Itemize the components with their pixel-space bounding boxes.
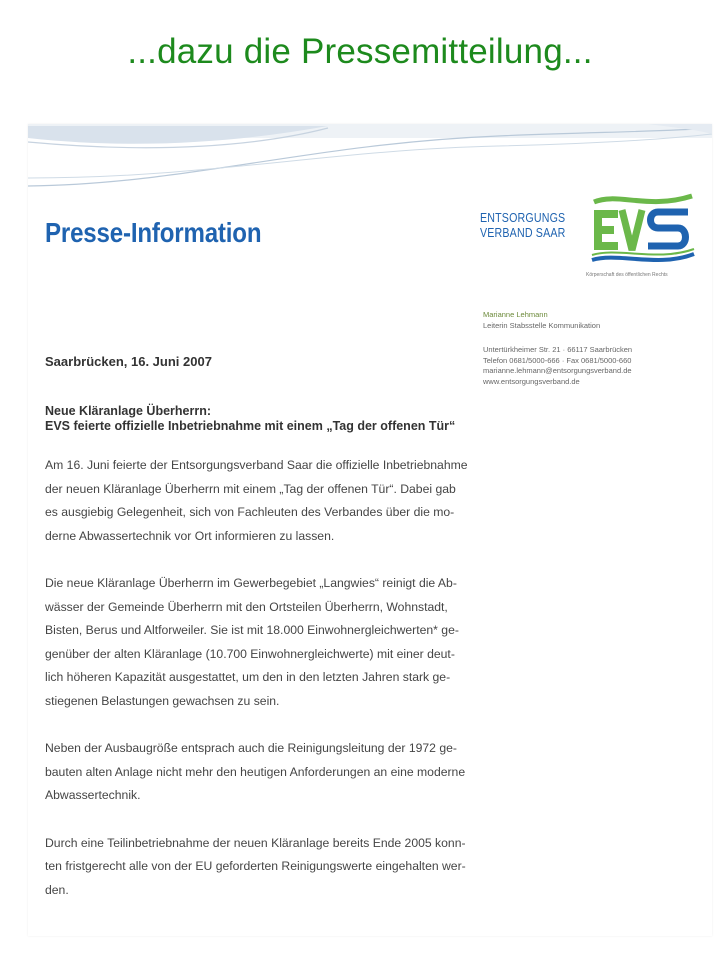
organization-name xyxy=(480,210,566,240)
release-headline xyxy=(45,404,685,434)
text-line: Bisten, Berus und Altforweiler. Sie ist mit 18.000 Einwohnergleichwerten* ge- xyxy=(45,623,459,638)
text-line: Abwassertechnik. xyxy=(45,788,141,803)
organization-line-2: VERBAND SAAR xyxy=(480,225,566,240)
text-line: Durch eine Teilinbetriebnahme der neuen Kläranlage bereits Ende 2005 konn- xyxy=(45,835,466,850)
slide-title: ...dazu die Pressemitteilung... xyxy=(127,32,593,71)
contact-block xyxy=(483,310,708,387)
text-line: den. xyxy=(45,882,69,897)
release-body xyxy=(45,454,565,926)
text-line: der neuen Kläranlage Überherrn mit einem „Tag der offenen Tür“. Dabei gab xyxy=(45,481,456,496)
text-line: ten fristgerecht alle von der EU geforderten Reinigungswerte eingehalten wer- xyxy=(45,859,466,874)
contact-name: Marianne Lehmann xyxy=(483,310,548,319)
contact-role: Leiterin Stabsstelle Kommunikation xyxy=(483,320,601,330)
date-line: Saarbrücken, 16. Juni 2007 xyxy=(45,354,212,369)
paragraph-4 xyxy=(45,832,565,903)
text-line: Neben der Ausbaugröße entsprach auch die Reinigungsleitung der 1972 ge- xyxy=(45,741,457,756)
logo-subtitle: Körperschaft des öffentlichen Rechts xyxy=(586,272,668,278)
contact-phone: Telefon 0681/5000-666 · Fax 0681/5000-660 xyxy=(483,355,632,365)
text-line: es ausgiebig Gelegenheit, sich von Fachleuten des Verbandes über die mo- xyxy=(45,505,455,520)
text-line: Am 16. Juni feierte der Entsorgungsverband Saar die offizielle Inbetriebnahme xyxy=(45,458,468,472)
text-line: wässer der Gemeinde Überherrn mit den Ortsteilen Überherrn, Wohnstadt, xyxy=(45,599,448,614)
headline-line-1: Neue Kläranlage Überherrn: xyxy=(45,404,212,418)
text-line: bauten alten Anlage nicht mehr den heutigen Anforderungen an eine moderne xyxy=(45,764,466,779)
document-heading: Presse-Information xyxy=(45,217,262,248)
text-line: lich höheren Kapazität ausgestattet, um den in den letzten Jahren stark ge- xyxy=(45,670,451,685)
paragraph-3 xyxy=(45,737,565,808)
evs-logo-letters: EVS xyxy=(588,192,591,193)
evs-logo xyxy=(588,192,698,272)
headline-line-2: EVS feierte offizielle Inbetriebnahme mit einem „Tag der offenen Tür“ xyxy=(45,419,456,433)
text-line: genüber der alten Kläranlage (10.700 Einwohnergleichwerte) mit einer deut- xyxy=(45,646,455,661)
paragraph-2 xyxy=(45,572,565,714)
paragraph-1 xyxy=(45,454,565,548)
header-wave-decoration xyxy=(28,124,712,194)
organization-line-1: ENTSORGUNGS xyxy=(480,210,566,225)
text-line: Die neue Kläranlage Überherrn im Gewerbegebiet „Langwies“ reinigt die Ab- xyxy=(45,575,457,590)
press-release-document xyxy=(28,124,712,936)
contact-email[interactable]: marianne.lehmann@entsorgungsverband.de xyxy=(483,366,632,375)
text-line: stiegenen Belastungen gewachsen zu sein. xyxy=(45,693,280,708)
contact-address: Untertürkheimer Str. 21 · 66117 Saarbrücken xyxy=(483,345,633,354)
contact-website[interactable]: www.entsorgungsverband.de xyxy=(483,376,580,386)
text-line: derne Abwassertechnik vor Ort informieren zu lassen. xyxy=(45,528,335,543)
